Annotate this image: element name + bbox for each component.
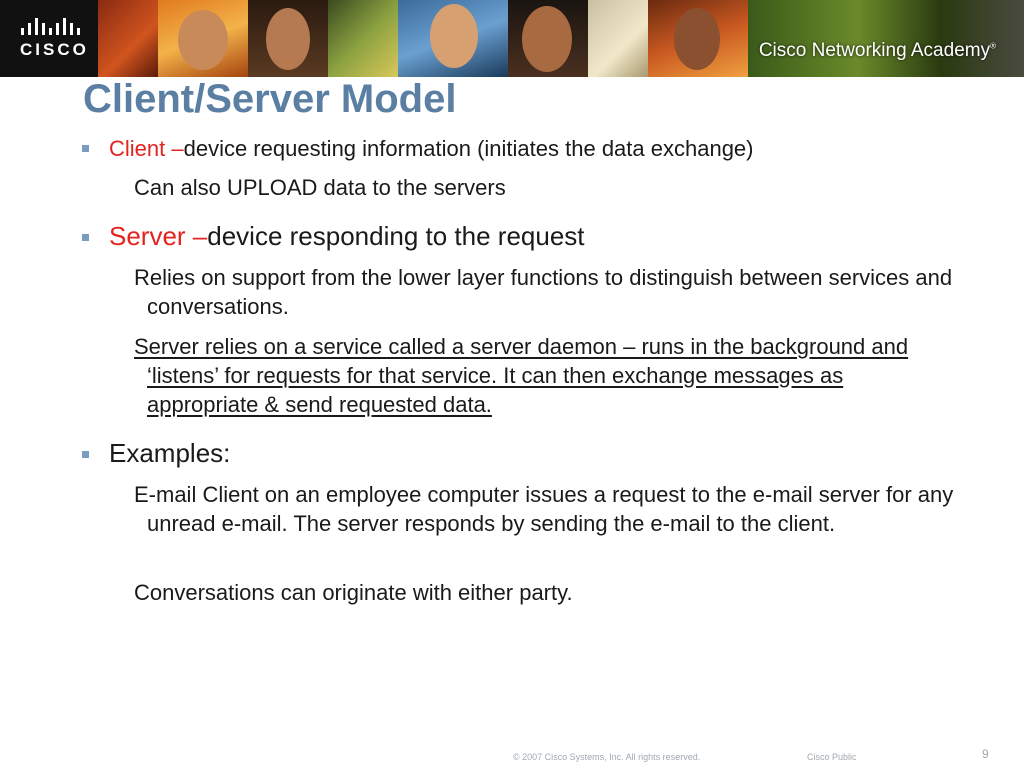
registered-mark: ® xyxy=(990,41,996,51)
bullet-square-icon xyxy=(82,451,89,458)
header-banner xyxy=(0,0,1024,77)
photo-strip-image xyxy=(98,0,1024,77)
cisco-logo xyxy=(0,0,98,77)
bullet-examples xyxy=(82,437,230,469)
sub-bullet: Conversations can originate with either party. xyxy=(134,580,573,605)
cisco-logo-text: CISCO xyxy=(20,40,89,59)
footer-copyright: © 2007 Cisco Systems, Inc. All rights reserved. xyxy=(513,752,701,762)
sub-bullet-underlined: Server relies on a service called a server daemon – runs in the background and ‘listens’ for requests for that service. It can then exchange messages as appropriate & send requested data. xyxy=(134,334,909,417)
sub-bullet: Relies on support from the lower layer functions to distinguish between services and conversations. xyxy=(134,265,953,319)
bullet-text: Examples: xyxy=(109,438,231,468)
footer-classification: Cisco Public xyxy=(807,752,857,762)
bullet-lead: Server – xyxy=(109,221,208,251)
page-number: 9 xyxy=(982,747,989,761)
sub-bullet: Can also UPLOAD data to the servers xyxy=(134,175,506,200)
bullet-square-icon xyxy=(82,234,89,241)
academy-label xyxy=(759,40,996,62)
bullet-text: device responding to the request xyxy=(207,221,585,251)
sub-bullet: E-mail Client on an employee computer issues a request to the e-mail server for any unread e-mail. The server responds by sending the e-mail to the client. xyxy=(134,482,954,536)
academy-text: Cisco Networking Academy xyxy=(758,40,991,61)
bullet-server xyxy=(82,220,585,252)
bullet-text: device requesting information (initiates the data exchange) xyxy=(183,136,754,161)
bullet-square-icon xyxy=(82,145,89,152)
bullet-client xyxy=(82,134,754,163)
slide-title: Client/Server Model xyxy=(83,77,457,121)
bullet-lead: Client – xyxy=(109,136,184,161)
cisco-bars-icon xyxy=(21,18,87,38)
